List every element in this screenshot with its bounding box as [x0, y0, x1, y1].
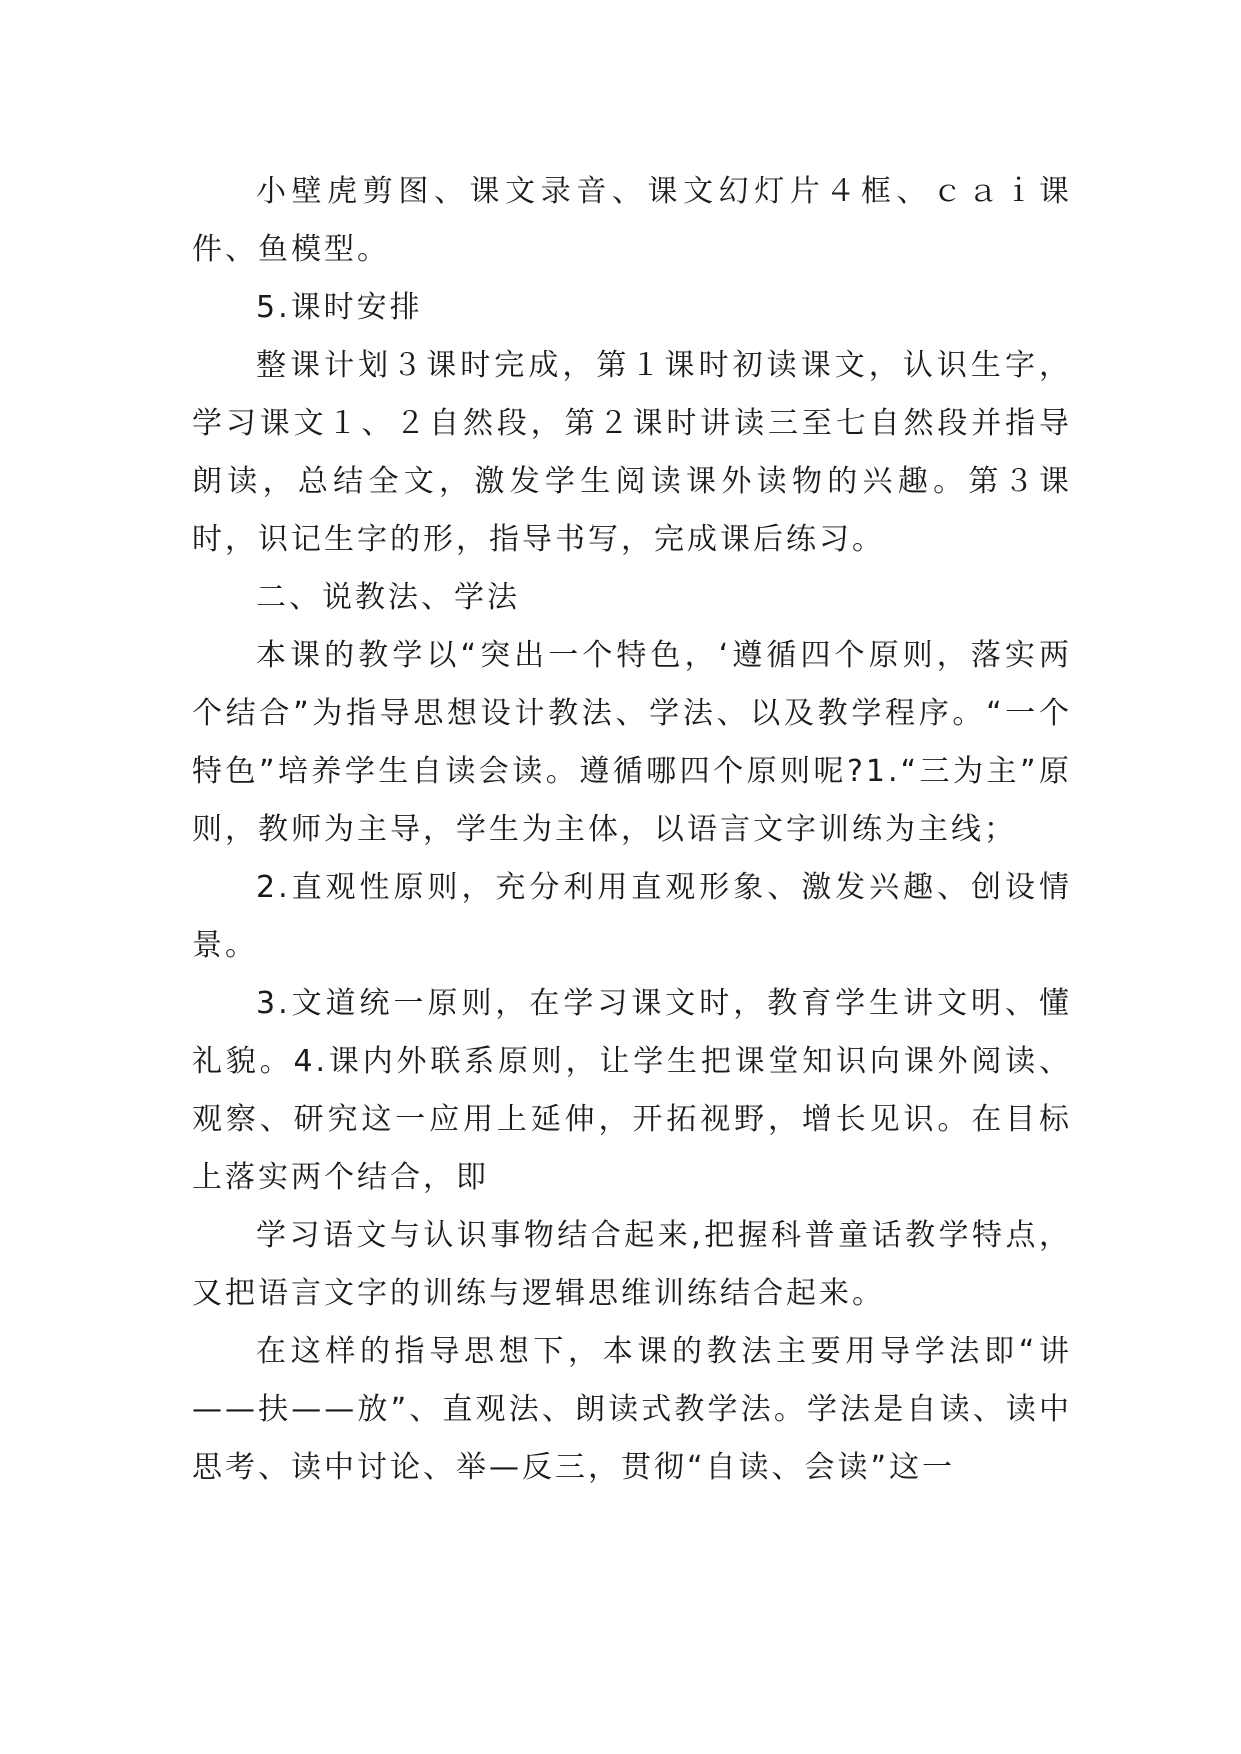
paragraph-combination: 学习语文与认识事物结合起来,把握科普童话教学特点，又把语言文字的训练与逻辑思维训练结合起来。: [192, 1218, 1072, 1311]
paragraph-schedule: 整课计划３课时完成，第１课时初读课文，认识生字，学习课文１、２自然段，第２课时讲读三至七自然段并指导朗读，总结全文，激发学生阅读课外读物的兴趣。第３课时，识记生字的形，指导书写，完成课后练习。: [192, 348, 1072, 557]
document-body: [192, 163, 1072, 1497]
paragraph-principles: 本课的教学以“突出一个特色，‘遵循四个原则，落实两个结合”为指导思想设计教法、学法、以及教学程序。“一个特色”培养学生自读会读。遵循哪四个原则呢?1.“三为主”原则，教师为主导，学生为主体，以语言文字训练为主线；: [192, 638, 1072, 847]
paragraph-methods: 在这样的指导思想下，本课的教法主要用导学法即“讲——扶——放”、直观法、朗读式教学法。学法是自读、读中思考、读中讨论、举—反三，贯彻“自读、会读”这一: [192, 1334, 1072, 1485]
heading-teaching-methods: 二、说教法、学法: [256, 580, 520, 615]
paragraph-materials: 小壁虎剪图、课文录音、课文幻灯片４框、ｃａｉ课件、鱼模型。: [192, 174, 1072, 267]
paragraph-principle-3-4: 3.文道统一原则，在学习课文时，教育学生讲文明、懂礼貌。4.课内外联系原则，让学生把课堂知识向课外阅读、观察、研究这一应用上延伸，开拓视野，增长见识。在目标上落实两个结合，即: [192, 986, 1072, 1195]
paragraph-principle-2: 2.直观性原则，充分利用直观形象、激发兴趣、创设情景。: [192, 870, 1072, 963]
heading-lesson-schedule: 5.课时安排: [256, 290, 423, 325]
